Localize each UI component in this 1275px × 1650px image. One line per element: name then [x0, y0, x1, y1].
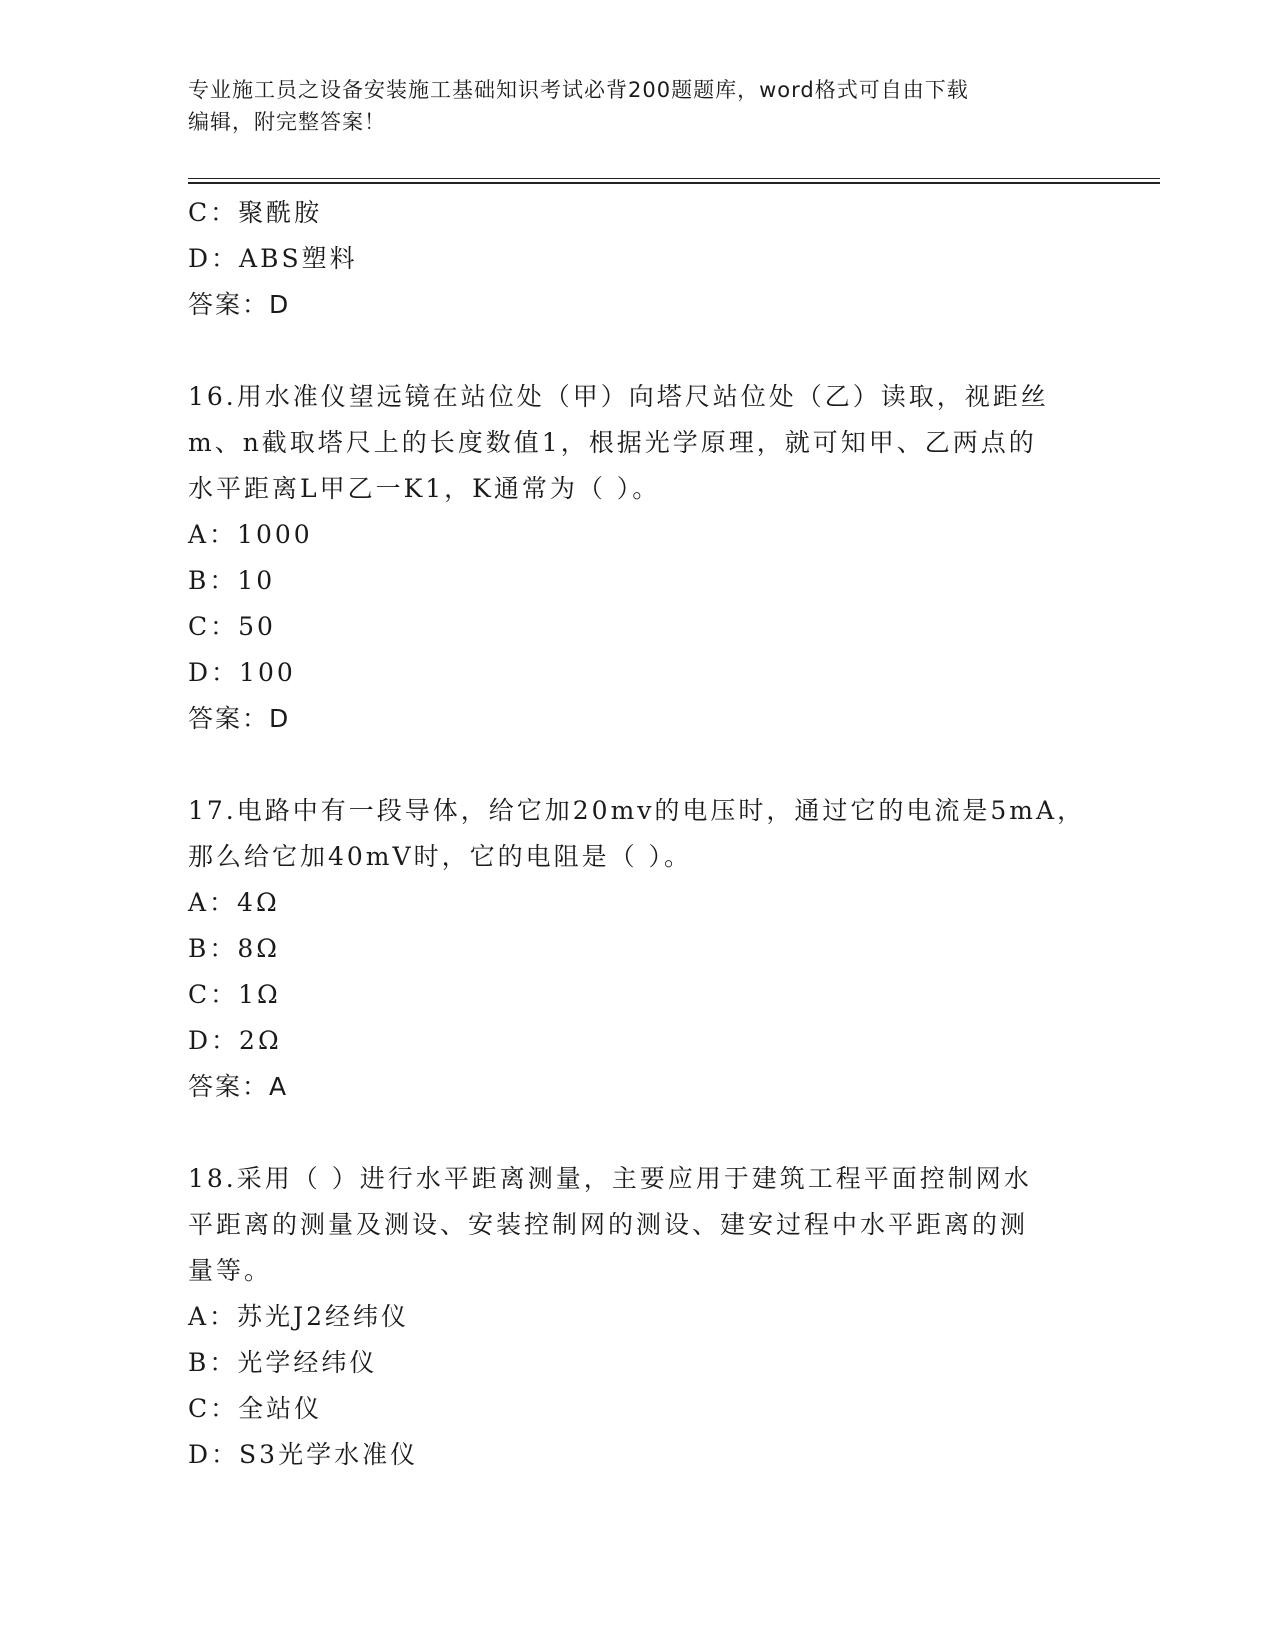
header-title-line-1: 专业施工员之设备安装施工基础知识考试必背200题题库，word格式可自由下载	[188, 78, 969, 102]
header-divider	[188, 178, 1160, 179]
spacer	[188, 742, 1078, 788]
option-c: C：50	[188, 612, 276, 641]
question-18	[188, 1156, 1078, 1478]
answer-line: 答案：D	[188, 290, 291, 319]
option-b: B：8Ω	[188, 934, 281, 963]
option-a: A：苏光J2经纬仪	[188, 1302, 409, 1331]
header-title-line-2: 编辑，附完整答案！	[188, 110, 386, 134]
option-b: B：10	[188, 566, 276, 595]
option-a: A：1000	[188, 520, 313, 549]
option-b: B：光学经纬仪	[188, 1348, 378, 1377]
question-text-line: 17.电路中有一段导体，给它加20mv的电压时，通过它的电流是5mA，	[188, 796, 1086, 825]
option-d: D：2Ω	[188, 1026, 282, 1055]
spacer	[188, 1110, 1078, 1156]
option-c: C：聚酰胺	[188, 198, 323, 227]
option-d: D：S3光学水准仪	[188, 1440, 419, 1469]
answer-line: 答案：A	[188, 1072, 289, 1101]
answer-line: 答案：D	[188, 704, 291, 733]
question-17	[188, 788, 1086, 1110]
question-text-line: 水平距离L甲乙一K1，K通常为（ ）。	[188, 474, 661, 503]
option-a: A：4Ω	[188, 888, 280, 917]
option-d: D：ABS塑料	[188, 244, 358, 273]
option-c: C：1Ω	[188, 980, 281, 1009]
question-16	[188, 374, 1078, 742]
option-c: C：全站仪	[188, 1394, 323, 1423]
header-divider-thick	[188, 182, 1160, 184]
question-text-line: 16.用水准仪望远镜在站位处（甲）向塔尺站位处（乙）读取，视距丝	[188, 382, 1049, 411]
option-d: D：100	[188, 658, 296, 687]
question-text-line: m、n截取塔尺上的长度数值1，根据光学原理，就可知甲、乙两点的	[188, 428, 1037, 457]
page-header	[188, 74, 1088, 138]
question-list	[188, 190, 1086, 1478]
spacer	[188, 328, 1078, 374]
question-text-line: 18.采用（ ）进行水平距离测量，主要应用于建筑工程平面控制网水	[188, 1164, 1032, 1193]
question-text-line: 那么给它加40mV时，它的电阻是（ ）。	[188, 842, 693, 871]
question-text-line: 量等。	[188, 1256, 273, 1285]
question-text-line: 平距离的测量及测设、安装控制网的测设、建安过程中水平距离的测	[188, 1210, 1029, 1239]
